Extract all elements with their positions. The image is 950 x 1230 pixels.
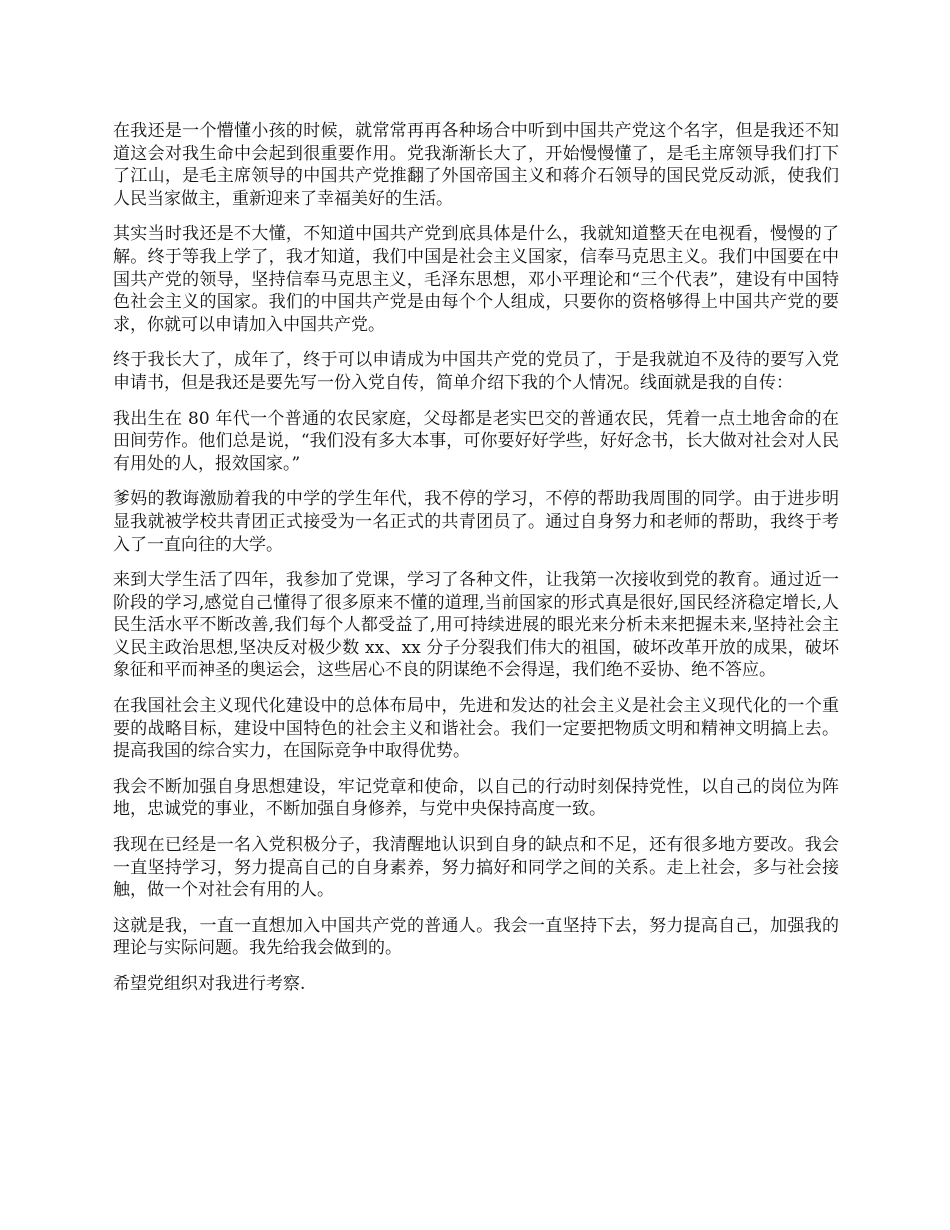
paragraph-7: 在我国社会主义现代化建设中的总体布局中，先进和发达的社会主义是社会主义现代化的一个重要的战略目标，建设中国特色的社会主义和谐社会。我们一定要把物质文明和精神文明搞上去。提高我国的综合实力，在国际竞争中取得优势。 [113, 696, 839, 762]
paragraph-4: 我出生在 80 年代一个普通的农民家庭，父母都是老实巴交的普通农民，凭着一点土地舍命的在田间劳作。他们总是说，“我们没有多大本事，可你要好好学些，好好念书，长大做对社会对人民有用处的人，报效国家。” [113, 408, 839, 474]
paragraph-1: 在我还是一个懵懂小孩的时候，就常常再再各种场合中听到中国共产党这个名字，但是我还不知道这会对我生命中会起到很重要作用。党我渐渐长大了，开始慢慢懂了，是毛主席领导我们打下了江山，是毛主席领导的中国共产党推翻了外国帝国主义和蒋介石领导的国民党反动派，使我们人民当家做主，重新迎来了幸福美好的生活。 [113, 121, 839, 209]
paragraph-5: 爹妈的教诲激励着我的中学的学生年代，我不停的学习，不停的帮助我周围的同学。由于进步明显我就被学校共青团正式接受为一名正式的共青团员了。通过自身努力和老师的帮助，我终于考入了一直向往的大学。 [113, 489, 839, 555]
paragraph-3: 终于我长大了，成年了，终于可以申请成为中国共产党的党员了，于是我就迫不及待的要写入党申请书，但是我还是要先写一份入党自传，简单介绍下我的个人情况。线面就是我的自传： [113, 350, 839, 393]
paragraph-9: 我现在已经是一名入党积极分子，我清醒地认识到自身的缺点和不足，还有很多地方要改。我会一直坚持学习，努力提高自己的自身素养，努力搞好和同学之间的关系。走上社会，多与社会接触，做一个对社会有用的人。 [113, 835, 839, 901]
document-body [113, 120, 839, 1009]
paragraph-8: 我会不断加强自身思想建设，牢记党章和使命，以自己的行动时刻保持党性，以自己的岗位为阵地，忠诚党的事业，不断加强自身修养，与党中央保持高度一致。 [113, 776, 839, 820]
paragraph-2: 其实当时我还是不大懂，不知道中国共产党到底具体是什么，我就知道整天在电视看，慢慢的了解。终于等我上学了，我才知道，我们中国是社会主义国家，信奉马克思主义。我们中国要在中国共产党的领导，坚持信奉马克思主义，毛泽东思想，邓小平理论和“三个代表”，建设有中国特色社会主义的国家。我们的中国共产党是由每个个人组成，只要你的资格够得上中国共产党的要求，你就可以申请加入中国共产党。 [113, 224, 839, 335]
paragraph-10: 这就是我，一直一直想加入中国共产党的普通人。我会一直坚持下去，努力提高自己，加强我的理论与实际问题。我先给我会做到的。 [113, 915, 839, 959]
paragraph-11: 希望党组织对我进行考察. [113, 974, 306, 994]
paragraph-6: 来到大学生活了四年，我参加了党课，学习了各种文件，让我第一次接收到党的教育。通过近一阶段的学习,感觉自己懂得了很多原来不懂的道理,当前国家的形式真是很好,国民经济稳定增长,人民生活水平不断改善,我们每个人都受益了,用可持续进展的眼光来分析未来把握未来,坚持社会主义民主政治思想,坚决反对极少数 xx、xx 分子分裂我们伟大的祖国，破坏改革开放的成果，破坏象征和平而神圣的奥运会，这些居心不良的阴谋绝不会得逞，我们绝不妥协、绝不答应。 [113, 570, 839, 681]
